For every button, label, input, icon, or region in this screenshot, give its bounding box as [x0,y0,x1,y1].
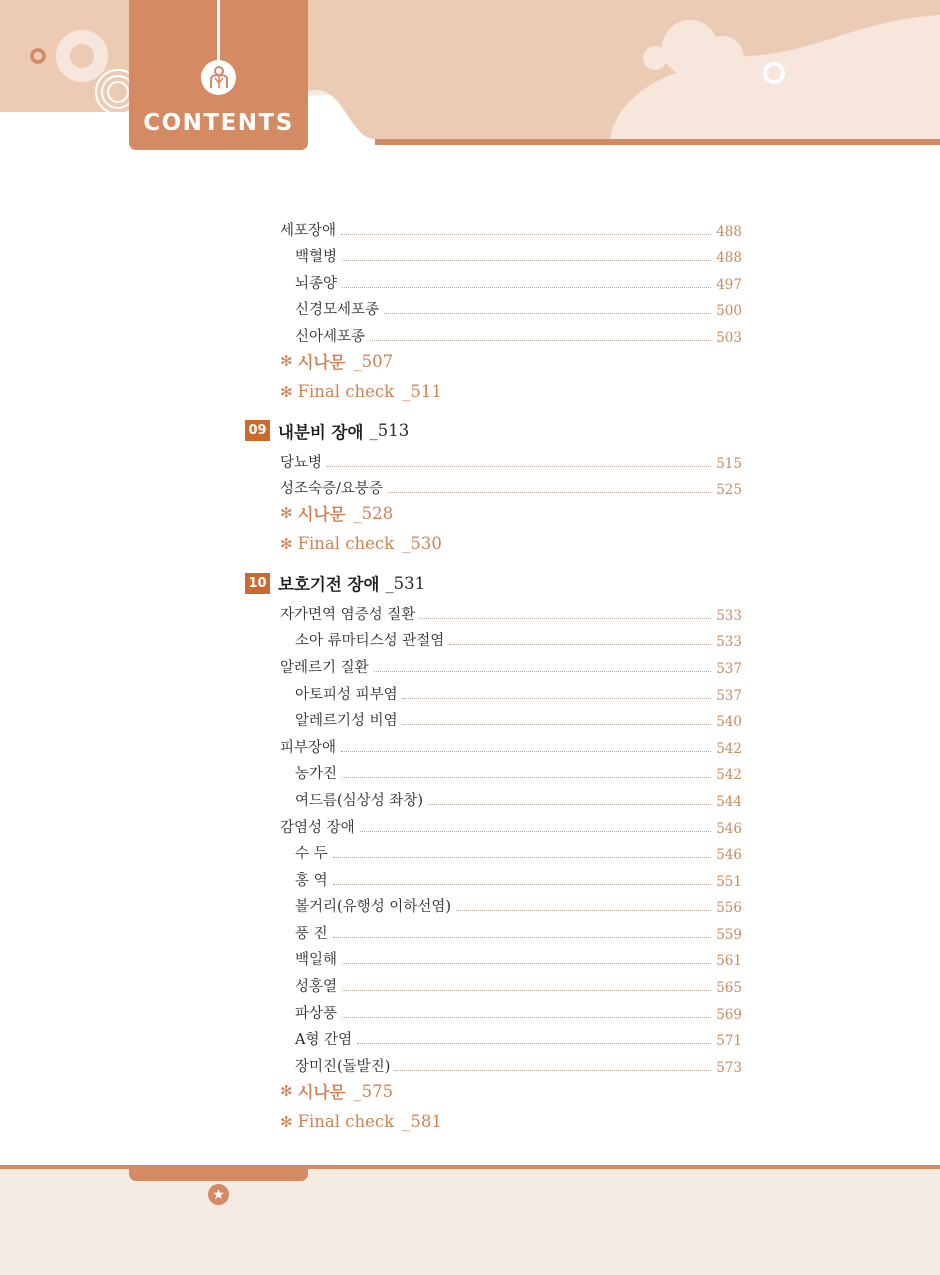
chapter-number-badge: 10 [245,573,270,594]
asterisk-icon: ✻ [280,1082,293,1101]
toc-entry-title: 당뇨병 [280,454,323,471]
toc-entry-page: 556 [716,900,742,917]
toc-entry-title: 감염성 장애 [280,819,355,836]
dot-leader [342,287,711,288]
toc-entry[interactable] [245,730,742,757]
toc-entry[interactable] [245,1023,742,1050]
dot-leader [333,857,712,858]
toc-entry-page: 540 [716,714,742,731]
toc-entry[interactable] [245,810,742,837]
final-check-page: _511 [402,382,442,402]
final-check-link-2[interactable] [245,529,742,560]
scenario-title: 시나문 [297,353,346,373]
toc-entry[interactable] [245,650,742,677]
toc-entry[interactable] [245,943,742,970]
chapter-number-badge: 09 [245,420,270,441]
toc-entry[interactable] [245,890,742,917]
dot-leader [342,777,711,778]
toc-entry-page: 573 [716,1059,742,1076]
final-check-title: Final check [297,1112,395,1132]
dot-leader [395,1070,711,1071]
dot-leader [428,804,711,805]
scenario-page: _575 [353,1081,394,1101]
chapter-title: 보호기전 장애 [278,575,380,595]
chapter-page: _513 [369,421,410,441]
toc-entry-title: 성홍열 [295,979,338,996]
toc-entry[interactable] [245,266,742,293]
toc-entry-title: 신아세포종 [295,328,366,345]
scenario-link-1[interactable] [245,346,742,377]
toc-entry[interactable] [245,319,742,346]
dot-leader [420,618,711,619]
toc-entry-page: 542 [716,767,742,784]
toc-entry[interactable] [245,757,742,784]
final-check-page: _530 [402,534,442,554]
toc-entry-title: 백일해 [295,952,338,969]
toc-entry-page: 503 [716,329,742,346]
toc-entry-title: 알레르기 질환 [280,659,369,676]
scenario-title: 시나문 [297,505,346,525]
toc-entry-title: 자가면역 염증성 질환 [280,606,416,623]
scenario-link-3[interactable] [245,1076,742,1107]
toc-entry[interactable] [245,445,742,472]
dot-leader [342,963,711,964]
final-check-title: Final check [297,534,395,554]
dot-leader [327,466,711,467]
toc-entry-title: 소아 류마티스성 관절염 [295,633,445,650]
toc-entry-title: 풍 진 [295,925,328,942]
dot-leader [341,751,711,752]
toc-entry-page: 537 [716,687,742,704]
toc-entry-title: A형 간염 [295,1032,353,1049]
dot-leader [403,698,712,699]
toc-entry-title: 수 두 [295,846,328,863]
toc-entry[interactable] [245,624,742,651]
toc-entry-title: 백혈병 [295,249,338,266]
dot-leader [342,990,711,991]
toc-entry-page: 533 [716,634,742,651]
toc-entry[interactable] [245,996,742,1023]
toc-entry-page: 515 [716,455,742,472]
header-rule [375,139,940,145]
toc-entry-page: 537 [716,660,742,677]
toc-entry-page: 542 [716,740,742,757]
toc-entry-page: 533 [716,607,742,624]
final-check-page: _581 [402,1112,442,1132]
toc-entry[interactable] [245,969,742,996]
scenario-page: _528 [353,503,394,523]
dot-leader [384,313,711,314]
toc-entry-title: 신경모세포종 [295,302,380,319]
toc-entry[interactable] [245,677,742,704]
toc-entry-page: 488 [716,250,742,267]
asterisk-icon: ✻ [280,382,293,401]
dot-leader [333,884,712,885]
toc-entry[interactable] [245,240,742,267]
toc-entry-title: 홍 역 [295,872,328,889]
toc-entry-page: 546 [716,820,742,837]
scenario-title: 시나문 [297,1083,346,1103]
asterisk-icon: ✻ [280,534,293,553]
toc-entry-title: 장미진(돌발진) [295,1058,391,1075]
dot-leader [403,724,712,725]
toc-entry-page: 497 [716,276,742,293]
dot-leader [357,1043,711,1044]
footer-tab [129,1166,308,1181]
final-check-title: Final check [297,382,395,402]
chapter-page: _531 [385,573,426,593]
contents-title: CONTENTS [143,110,294,136]
toc-entry-title: 성조숙증/요붕증 [280,481,383,498]
toc-entry[interactable] [245,704,742,731]
toc-entry[interactable] [245,863,742,890]
person-icon [201,60,236,95]
star-icon: ★ [208,1184,229,1205]
toc-entry-title: 농가진 [295,766,338,783]
dot-leader [360,831,712,832]
toc-section-3 [245,597,742,1076]
toc-entry[interactable] [245,783,742,810]
asterisk-icon: ✻ [280,352,293,371]
scenario-link-2[interactable] [245,498,742,529]
toc-entry[interactable] [245,916,742,943]
toc-entry-title: 알레르기성 비염 [295,713,398,730]
toc-section-2 [245,445,742,498]
dot-leader [449,644,711,645]
toc-entry[interactable] [245,597,742,624]
table-of-contents [245,213,742,1137]
toc-entry-title: 파상풍 [295,1005,338,1022]
chapter-title: 내분비 장애 [278,422,364,442]
footer-band [0,1166,940,1275]
toc-entry-page: 525 [716,482,742,499]
dot-leader [370,340,711,341]
toc-entry-title: 볼거리(유행성 이하선염) [295,899,451,916]
toc-entry-title: 뇌종양 [295,275,338,292]
toc-entry-page: 571 [716,1033,742,1050]
toc-entry-title: 아토피성 피부염 [295,686,398,703]
final-check-link-3[interactable] [245,1106,742,1137]
toc-entry-title: 세포장애 [280,222,337,239]
toc-entry[interactable] [245,472,742,499]
toc-entry-page: 561 [716,953,742,970]
dot-leader [456,910,711,911]
toc-entry-page: 546 [716,847,742,864]
dot-leader [342,260,711,261]
scenario-page: _507 [353,351,394,371]
chapter-09-heading[interactable] [245,417,742,445]
toc-section-1 [245,213,742,346]
toc-entry-title: 피부장애 [280,739,337,756]
asterisk-icon: ✻ [280,1112,293,1131]
toc-entry-page: 559 [716,926,742,943]
toc-entry[interactable] [245,1049,742,1076]
dot-leader [374,671,712,672]
dot-leader [333,937,712,938]
dot-leader [342,1017,711,1018]
toc-entry-page: 551 [716,873,742,890]
toc-entry-page: 544 [716,793,742,810]
asterisk-icon: ✻ [280,504,293,523]
toc-entry[interactable] [245,293,742,320]
toc-entry-page: 565 [716,980,742,997]
dot-leader [341,234,711,235]
toc-entry[interactable] [245,837,742,864]
chapter-10-heading[interactable] [245,569,742,597]
toc-entry-title: 여드름(심상성 좌창) [295,792,423,809]
toc-entry[interactable] [245,213,742,240]
toc-entry-page: 569 [716,1006,742,1023]
contents-tab [129,0,308,150]
toc-entry-page: 488 [716,223,742,240]
dot-leader [388,492,711,493]
hanging-string [217,0,220,62]
final-check-link-1[interactable] [245,376,742,407]
toc-entry-page: 500 [716,303,742,320]
